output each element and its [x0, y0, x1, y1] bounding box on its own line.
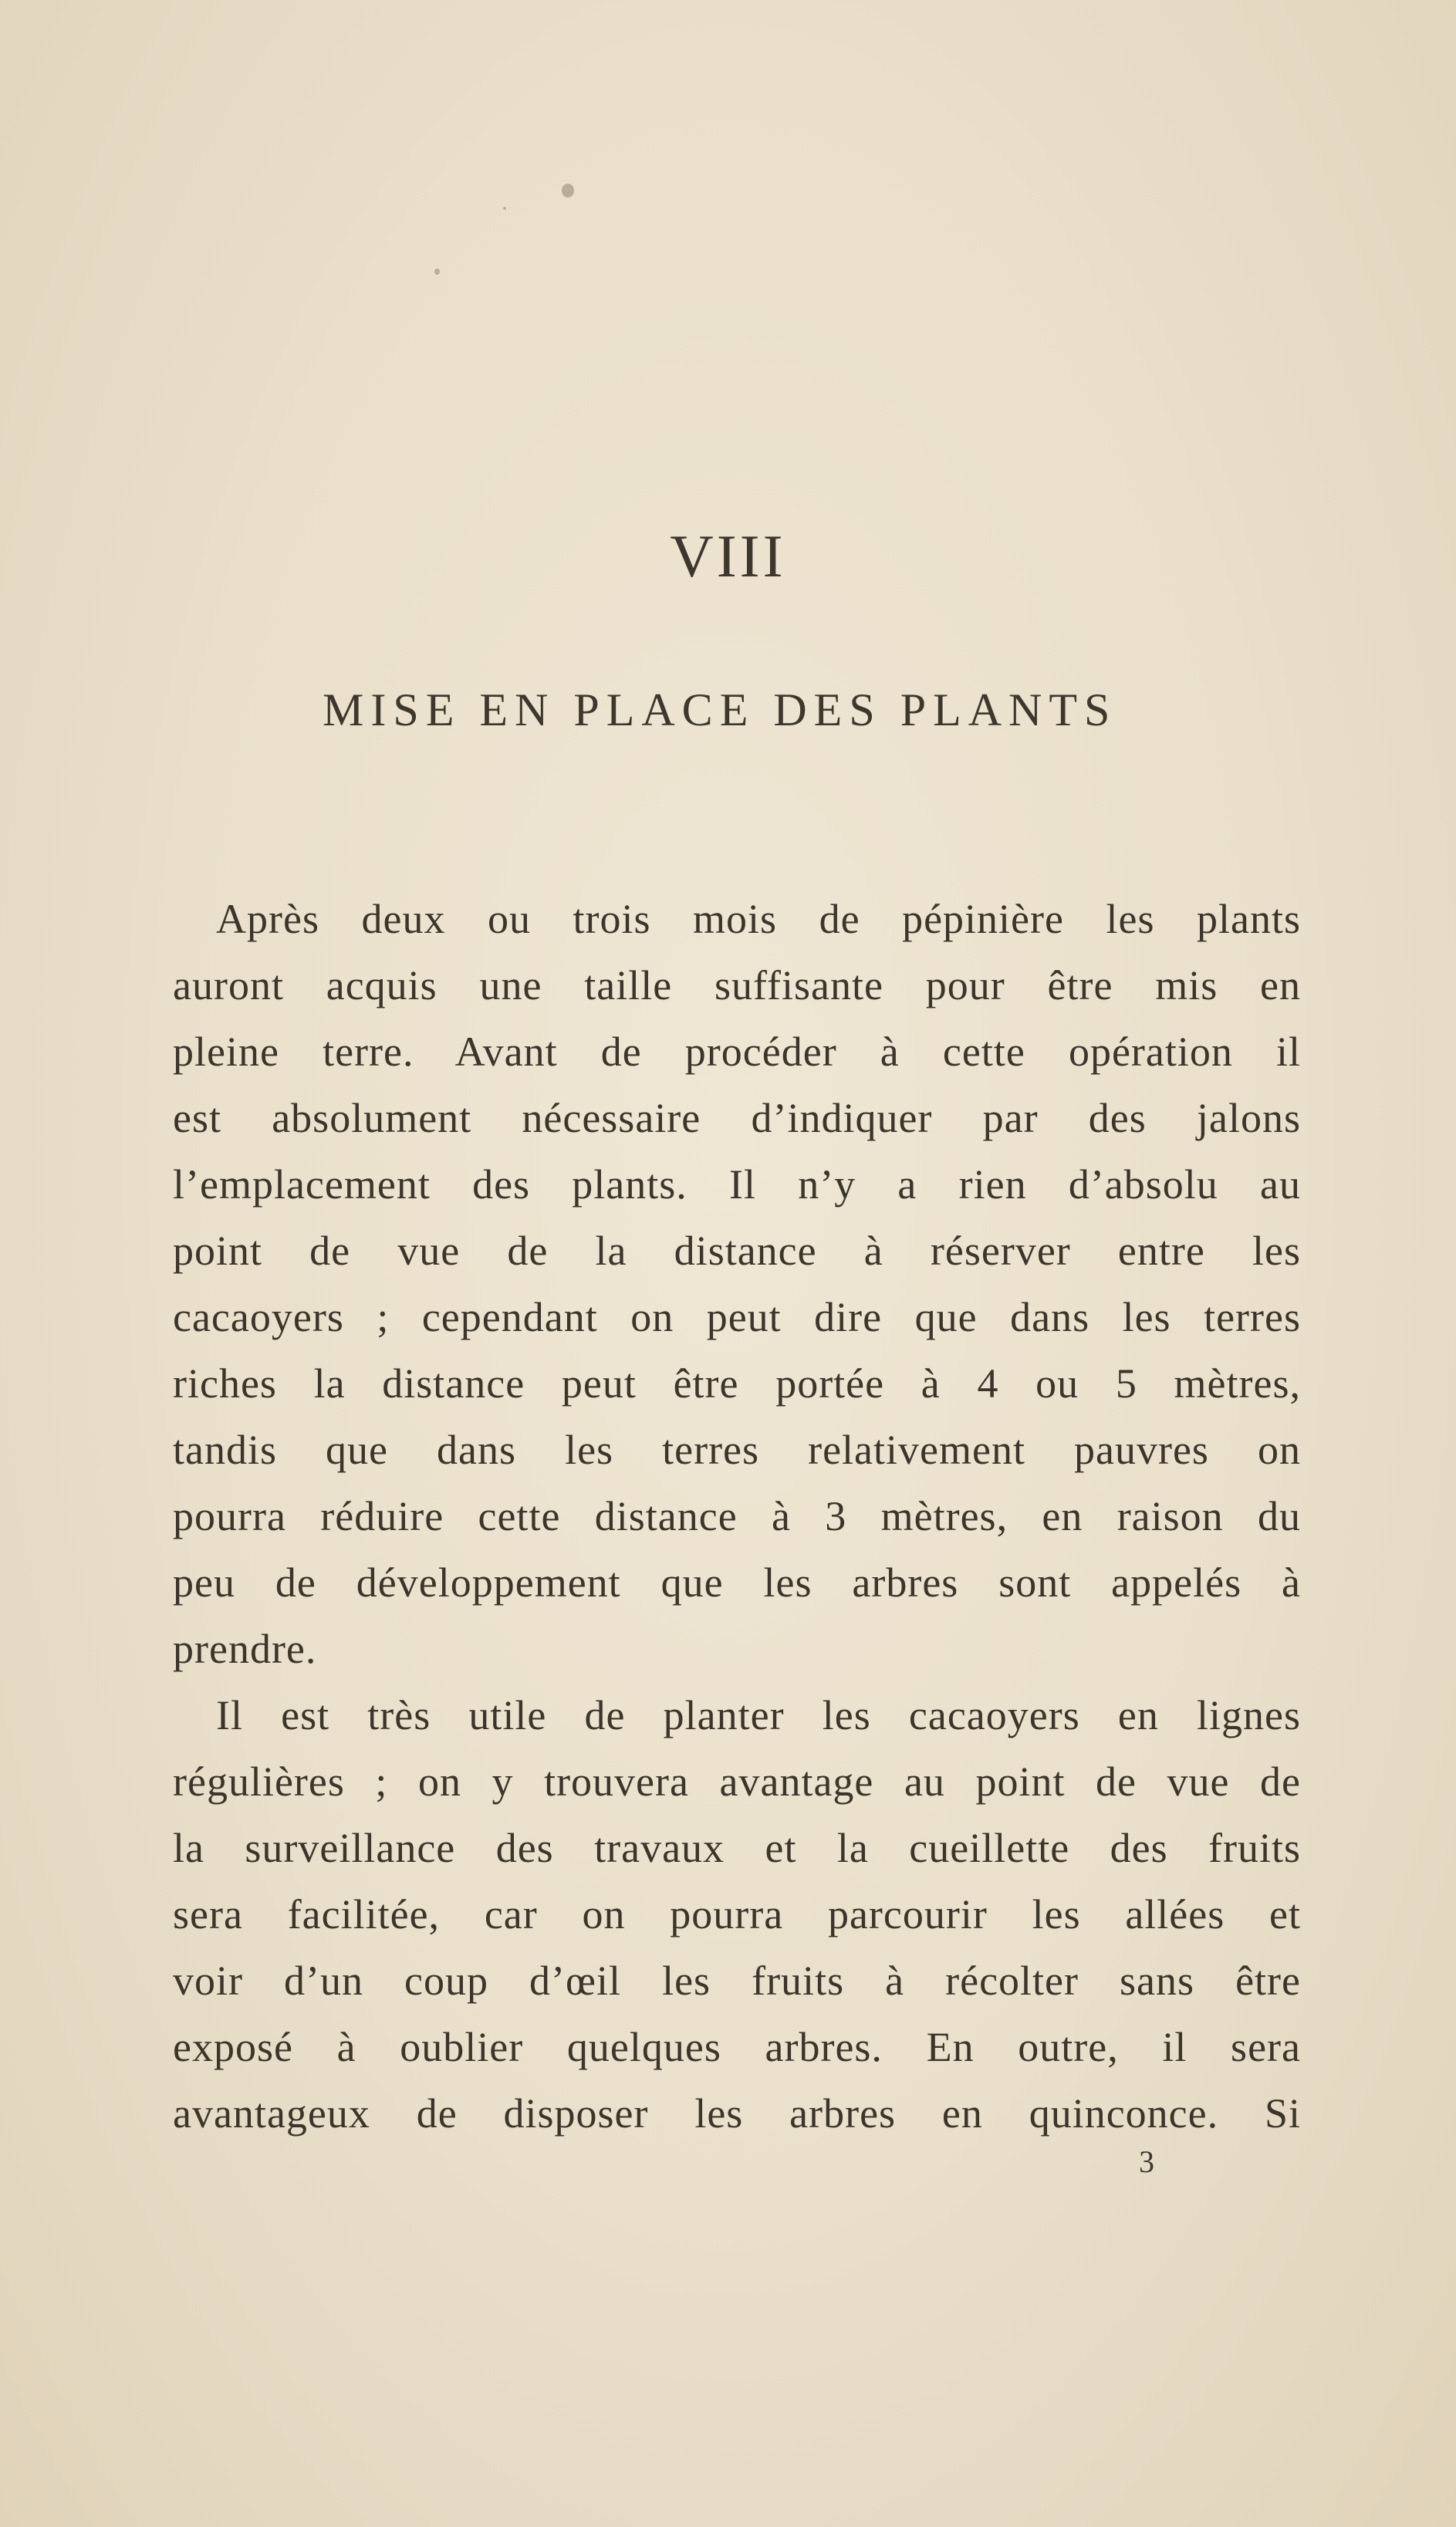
text-line: auront acquis une taille suffisante pour être mis en: [173, 962, 1301, 1008]
text-line: avantageux de disposer les arbres en quinconce. Si: [173, 2090, 1301, 2137]
ink-speck: [562, 184, 574, 198]
text-line: voir d’un coup d’œil les fruits à récolter sans être: [173, 1958, 1301, 2004]
text-line: sera facilitée, car on pourra parcourir les allées et: [173, 1891, 1301, 1937]
text-line: riches la distance peut être portée à 4 ou 5 mètres,: [173, 1360, 1301, 1407]
text-line: Après deux ou trois mois de pépinière les plants: [216, 896, 1301, 942]
page-number: 3: [1139, 2144, 1154, 2179]
text-line: l’emplacement des plants. Il n’y a rien d’absolu au: [173, 1161, 1301, 1208]
text-line: prendre.: [173, 1626, 317, 1672]
text-line: peu de développement que les arbres sont appelés à: [173, 1559, 1301, 1606]
chapter-title: MISE EN PLACE DES PLANTS: [323, 684, 1117, 735]
text-line: cacaoyers ; cependant on peut dire que dans les terres: [173, 1294, 1301, 1340]
text-line: pourra réduire cette distance à 3 mètres, en raison du: [173, 1493, 1301, 1539]
text-line: Il est très utile de planter les cacaoyers en lignes: [216, 1692, 1301, 1738]
chapter-number: VIII: [670, 522, 786, 590]
paragraph: [173, 886, 1301, 1682]
text-line: tandis que dans les terres relativement pauvres on: [173, 1427, 1301, 1473]
text-line: régulières ; on y trouvera avantage au point de vue de: [173, 1758, 1301, 1805]
text-line: exposé à oublier quelques arbres. En outre, il sera: [173, 2024, 1301, 2070]
text-line: la surveillance des travaux et la cueillette des fruits: [173, 1825, 1301, 1871]
body-text: [173, 886, 1301, 2147]
text-line: pleine terre. Avant de procéder à cette opération il: [173, 1029, 1301, 1075]
ink-speck: [503, 207, 506, 210]
text-line: point de vue de la distance à réserver entre les: [173, 1228, 1301, 1274]
ink-speck: [434, 269, 440, 275]
text-line: est absolument nécessaire d’indiquer par des jalons: [173, 1095, 1301, 1141]
paragraph: [173, 1682, 1301, 2147]
